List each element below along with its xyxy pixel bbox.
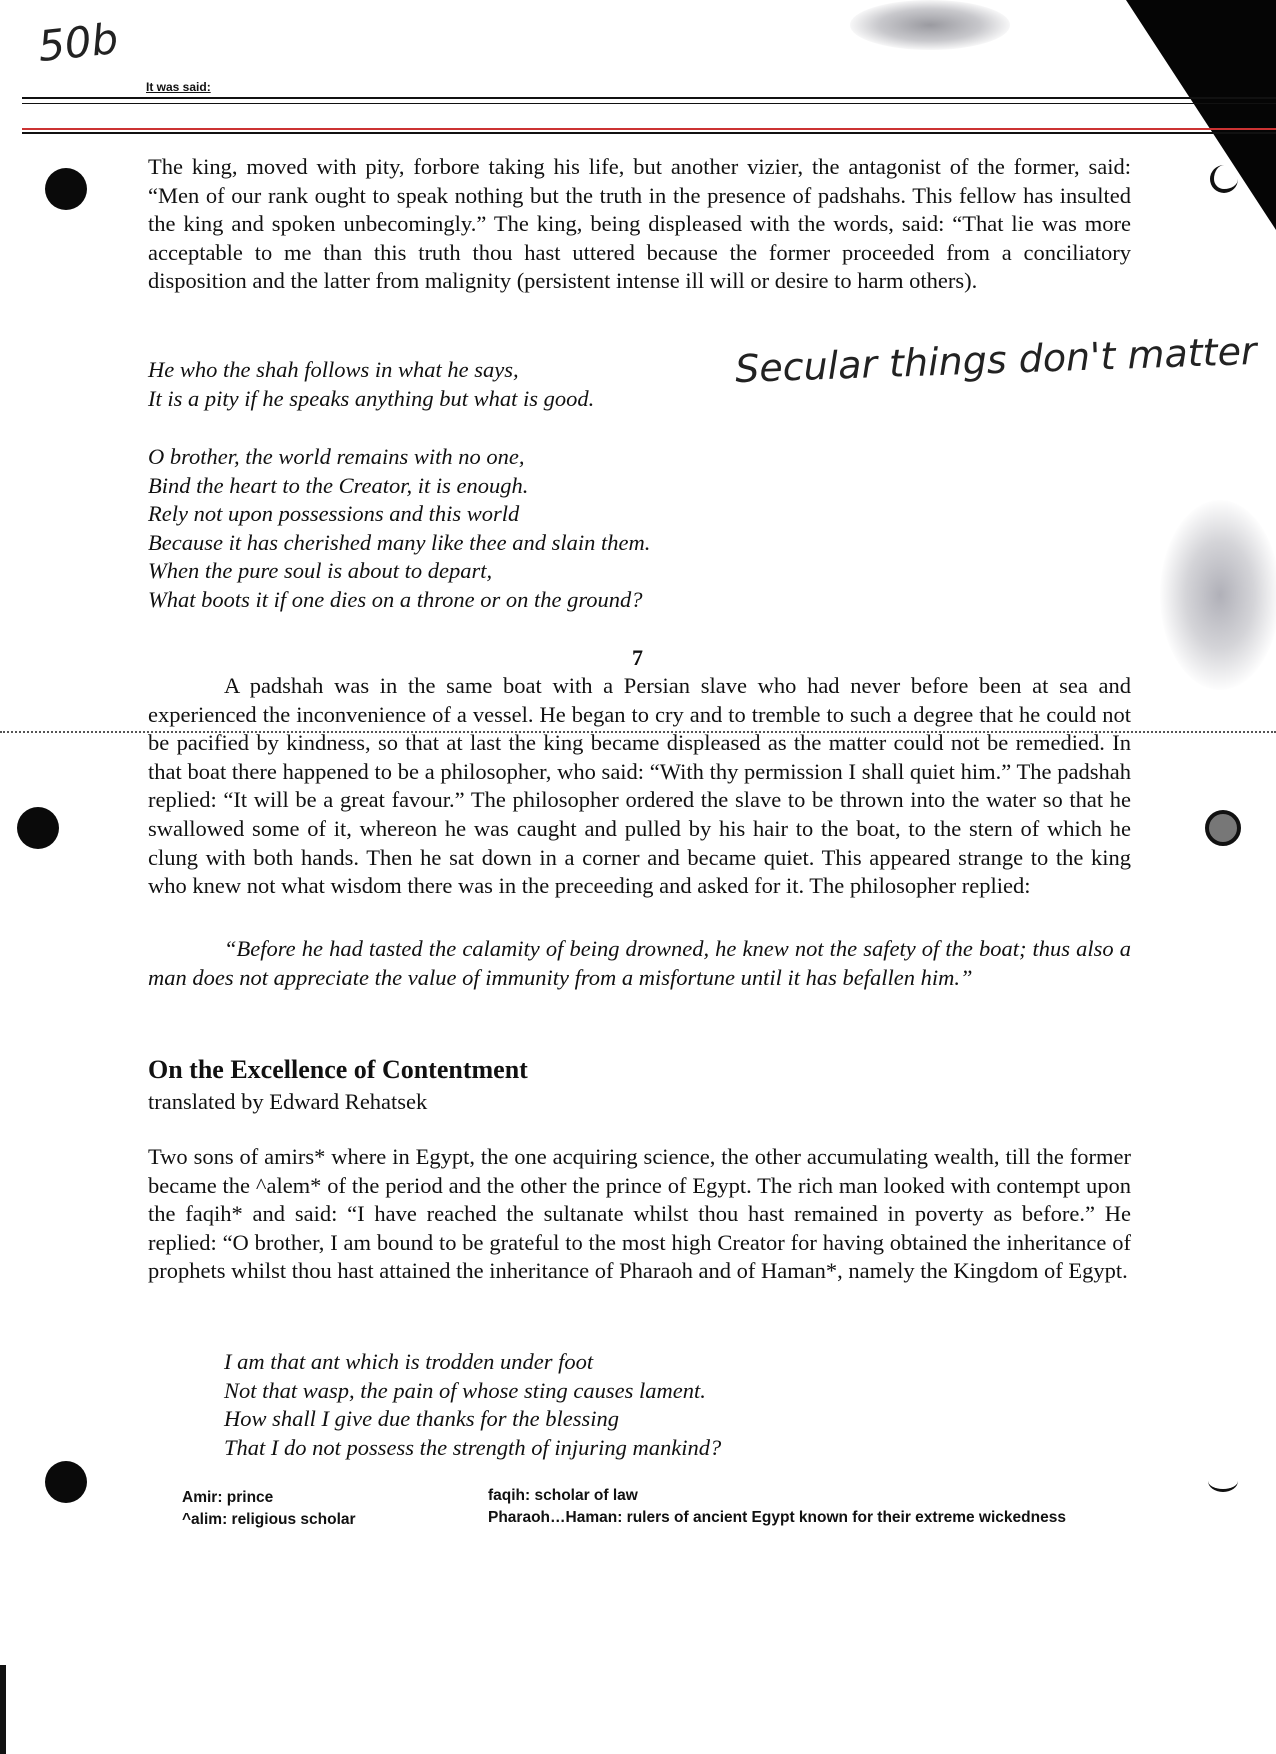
handwritten-page-mark: 50b: [35, 13, 121, 72]
scan-smudge-right: [1160, 500, 1276, 690]
footnotes-right: [488, 1485, 1066, 1529]
footnote: faqih: scholar of law: [488, 1487, 638, 1504]
verse-line: Rely not upon possessions and this world: [148, 501, 520, 527]
verse-line: Bind the heart to the Creator, it is enough.: [148, 472, 529, 498]
verse-brother: [148, 443, 650, 615]
verse-line: Not that wasp, the pain of whose sting causes lament.: [224, 1377, 706, 1403]
scan-smudge-top: [850, 0, 1010, 50]
hole-punch-top: [45, 168, 87, 210]
verse-line: O brother, the world remains with no one,: [148, 444, 525, 469]
verse-line: I am that ant which is trodden under foot: [224, 1349, 594, 1374]
verse-ant: [224, 1348, 721, 1462]
story-number: 7: [632, 645, 643, 670]
section-title: On the Excellence of Contentment: [148, 1055, 528, 1084]
binder-ring-mark: [1210, 165, 1238, 193]
running-header: It was said:: [146, 80, 211, 94]
verse-line: How shall I give due thanks for the blessing: [224, 1406, 619, 1432]
handwritten-margin-note: Secular things don't matter: [734, 328, 1258, 392]
section-translator: translated by Edward Rehatsek: [148, 1089, 428, 1114]
hole-punch-bottom: [45, 1461, 87, 1503]
paragraph-two-sons: Two sons of amirs* where in Egypt, the one acquiring science, the other accumulating wealth, till the former became the ^alem* of the period and the other the prince of Egypt. The rich man looked with contempt upon the faqih* and said: “I have reached the sultanate whilst thou hast remained in poverty as before.” He replied: “O brother, I am bound to be grateful to the most high Creator for having obtained the inheritance of prophets whilst thou hast attained the inheritance of Pharaoh and of Haman*, namely the Kingdom of Egypt.: [148, 1144, 1131, 1284]
verse-line: It is a pity if he speaks anything but what is good.: [148, 385, 595, 411]
philosopher-quote: “Before he had tasted the calamity of being drowned, he knew not the safety of the boat; thus also a man does not appreciate the value of immunity from a misfortune until it has befallen him.”: [148, 936, 1131, 990]
paragraph-vizier: The king, moved with pity, forbore taking his life, but another vizier, the antagonist of the former, said: “Men of our rank ought to speak nothing but the truth in the presence of padshahs. This fellow has insulted the king and spoken unbecomingly.” The king, being displeased with the words, said: “That lie was more acceptable to me than this truth thou hast uttered because the former proceeded from a conciliatory disposition and the latter from malignity (persistent intense ill will or desire to harm others).: [148, 154, 1131, 294]
scan-corner-shadow: [1126, 0, 1276, 230]
footnote: Amir: prince: [182, 1489, 274, 1506]
hole-punch-middle: [17, 807, 59, 849]
header-rule: [22, 97, 1276, 99]
verse-line: Because it has cherished many like thee and slain them.: [148, 529, 651, 555]
binder-ring-mark: [1208, 1470, 1238, 1492]
verse-shah: [148, 356, 594, 413]
scan-edge-bar: [0, 1665, 6, 1754]
verse-line: What boots it if one dies on a throne or on the ground?: [148, 586, 643, 612]
verse-line: When the pure soul is about to depart,: [148, 558, 493, 584]
binder-ring-mark: [1205, 810, 1241, 846]
footnote: Pharaoh…Haman: rulers of ancient Egypt known for their extreme wickedness: [488, 1509, 1066, 1526]
verse-line: He who the shah follows in what he says,: [148, 357, 519, 382]
footnotes-left: [182, 1487, 356, 1531]
paragraph-padshah-boat: A padshah was in the same boat with a Persian slave who had never before been at sea and experienced the inconvenience of a vessel. He began to cry and to tremble to such a degree that he could not be pacified by kindness, so that at last the king became displeased as the matter could not be remedied. In that boat there happened to be a philosopher, who said: “With thy permission I shall quiet him.” The padshah replied: “It will be a great favour.” The philosopher ordered the slave to be thrown into the water so that he swallowed some of it, whereon he was caught and pulled by his hair to the boat, to the stern of which he clung with both hands. Then he sat down in a corner and became quiet. This appeared strange to the king who knew not what wisdom there was in the preceeding and asked for it. The philosopher replied:: [148, 673, 1131, 899]
header-rule: [22, 132, 1276, 134]
header-rule: [22, 103, 1276, 104]
header-rule-colored: [22, 128, 1276, 130]
footnote: ^alim: religious scholar: [182, 1511, 356, 1528]
verse-line: That I do not possess the strength of injuring mankind?: [224, 1434, 722, 1460]
